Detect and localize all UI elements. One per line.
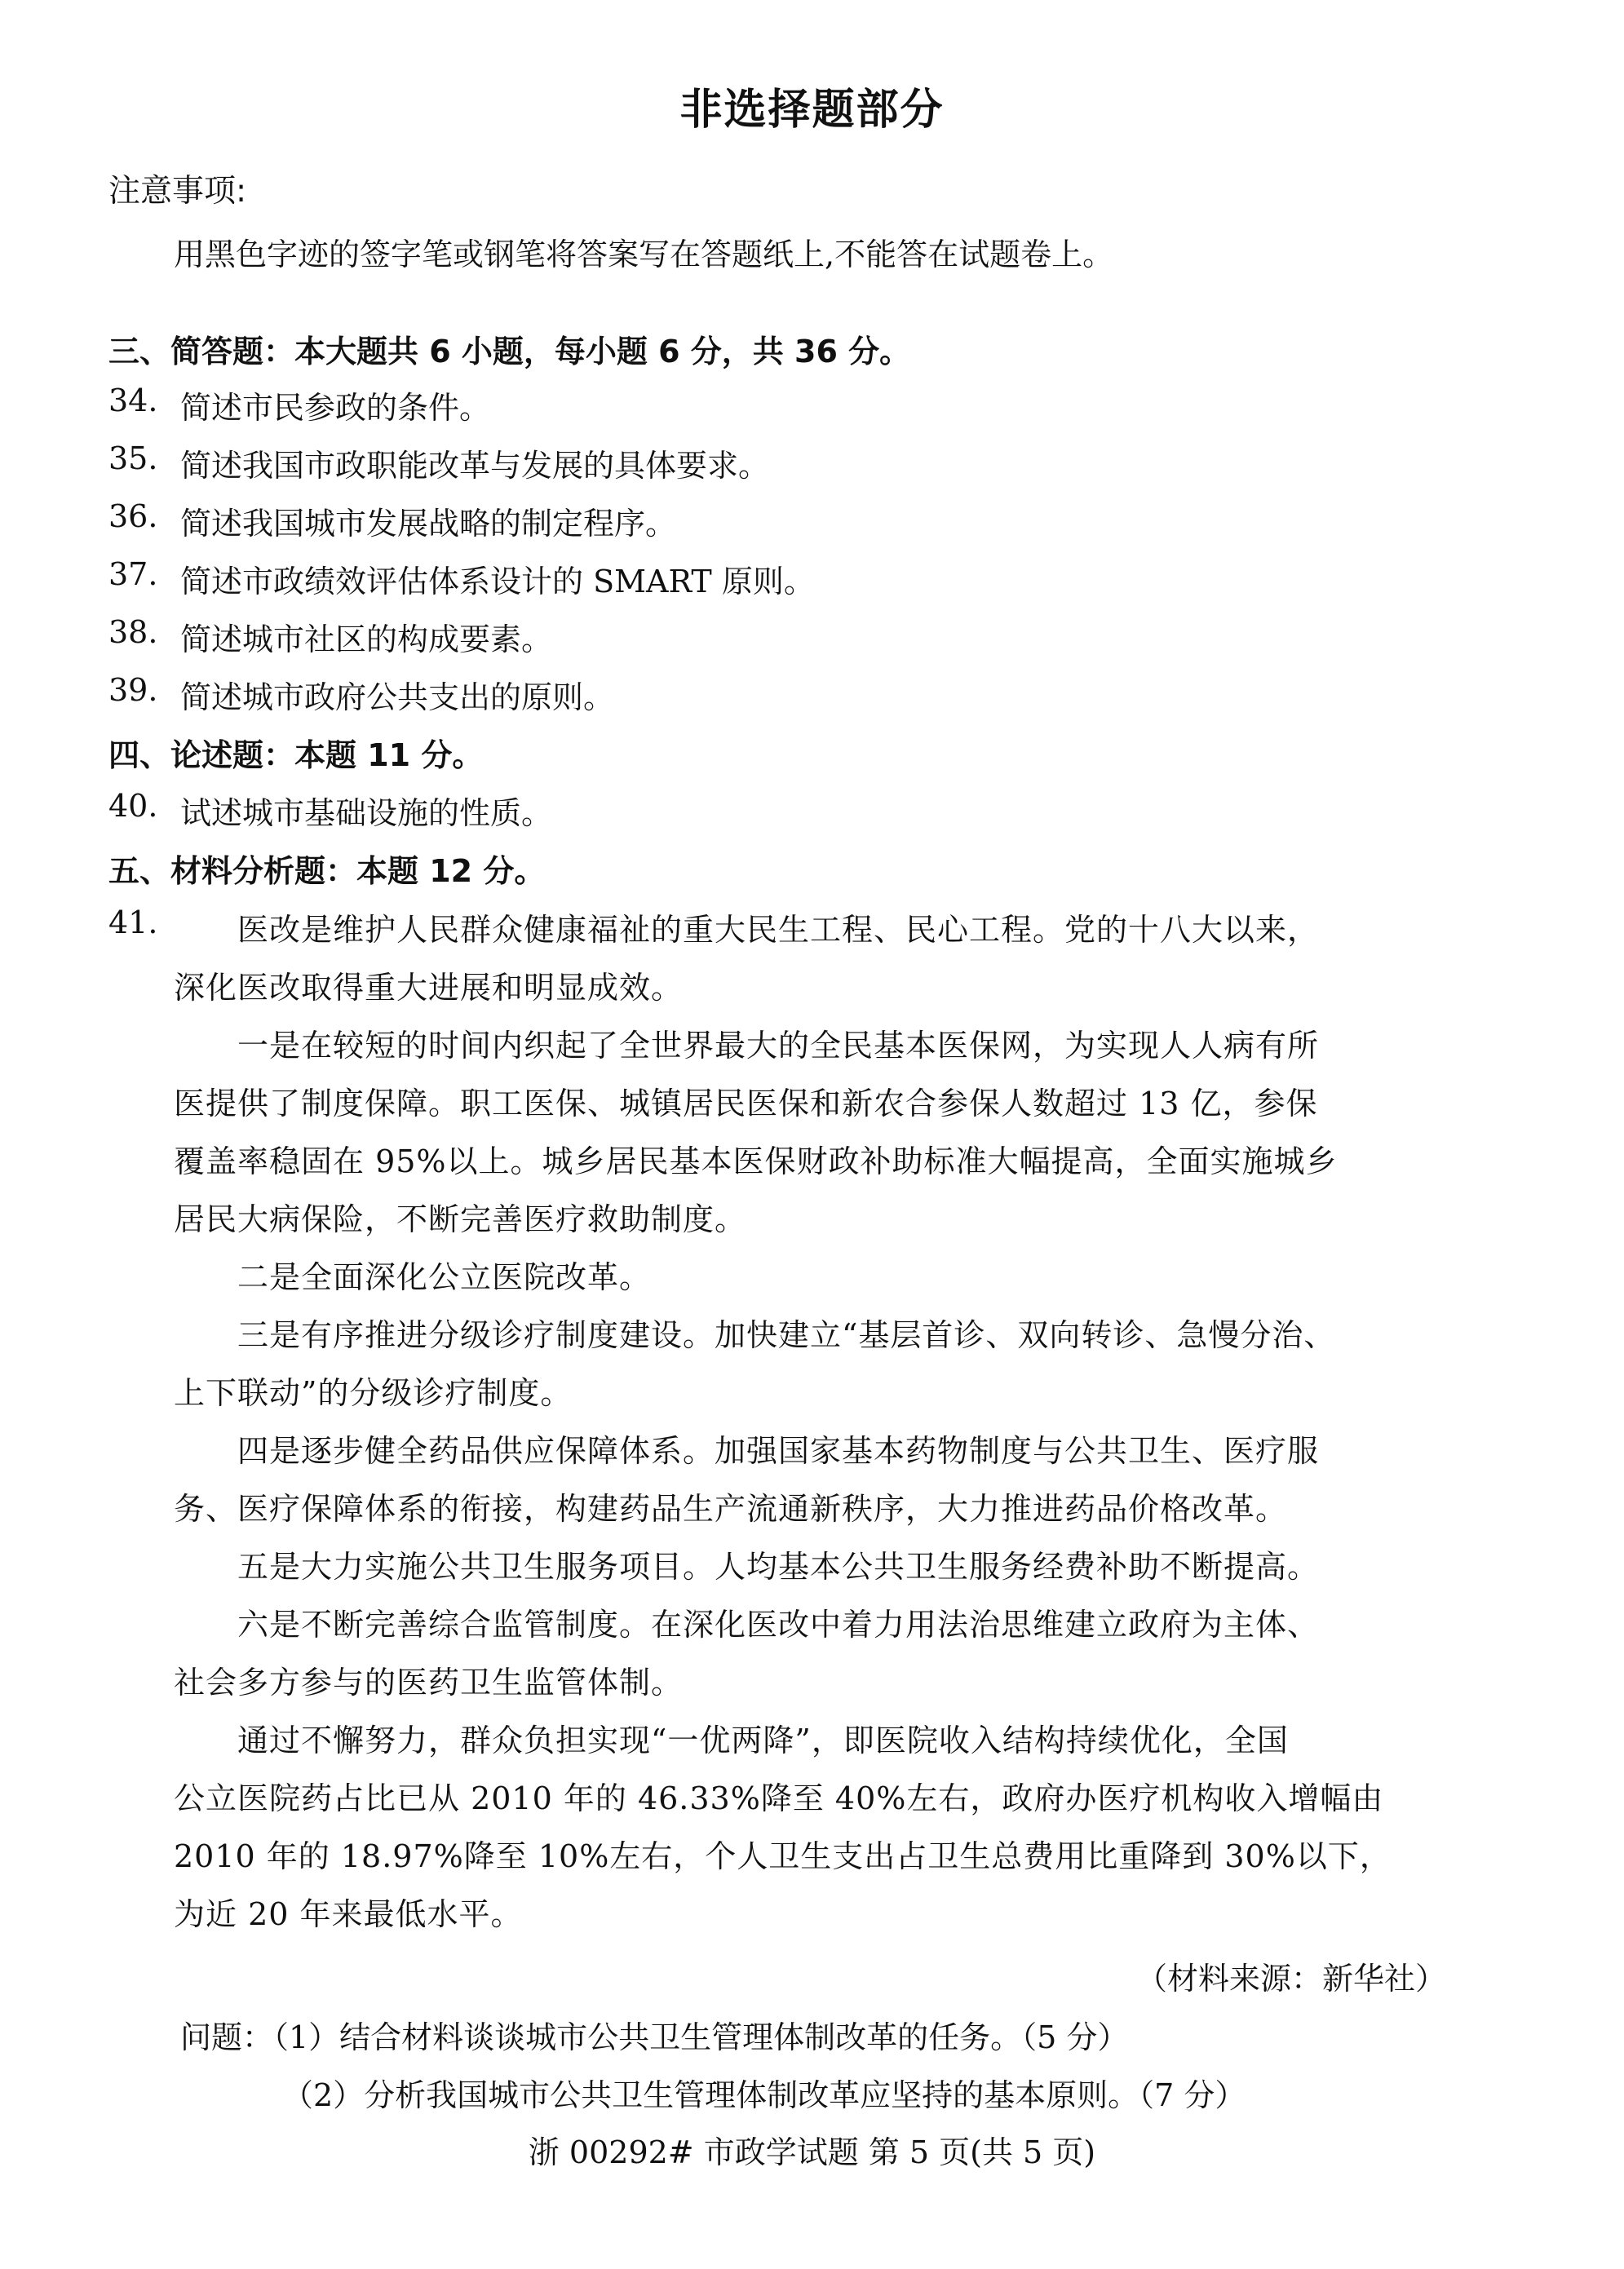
material-line: 三是有序推进分级诊疗制度建设。加快建立“基层首诊、双向转诊、急慢分治、: [237, 1317, 1336, 1353]
question-text: 简述市民参政的条件。: [180, 390, 491, 426]
material-line: 上下联动”的分级诊疗制度。: [174, 1375, 573, 1411]
question-number: 34.: [108, 383, 158, 418]
question-number: 38.: [108, 614, 158, 650]
material-line: 医提供了制度保障。职工医保、城镇居民医保和新农合参保人数超过 13 亿，参保: [174, 1086, 1318, 1121]
question-41-number: 41.: [108, 905, 158, 940]
material-line: 六是不断完善综合监管制度。在深化医改中着力用法治思维建立政府为主体、: [237, 1607, 1320, 1643]
question-number: 36.: [108, 498, 158, 534]
question-text: 简述我国市政职能改革与发展的具体要求。: [180, 448, 770, 484]
section-5-heading: 五、材料分析题：本题 12 分。: [108, 853, 546, 889]
material-line: 社会多方参与的医药卫生监管体制。: [174, 1665, 684, 1701]
material-line: 四是逐步健全药品供应保障体系。加强国家基本药物制度与公共卫生、医疗服: [237, 1433, 1320, 1469]
material-source: （材料来源：新华社）: [1135, 1961, 1446, 1997]
material-line: 通过不懈努力，群众负担实现“一优两降”，即医院收入结构持续优化，全国: [237, 1723, 1289, 1758]
question-text: 简述城市社区的构成要素。: [180, 621, 553, 657]
question-number: 40.: [108, 788, 158, 824]
material-line: 覆盖率稳固在 95%以上。城乡居民基本医保财政补助标准大幅提高，全面实施城乡: [174, 1143, 1338, 1179]
section-4-heading: 四、论述题：本题 11 分。: [108, 737, 484, 773]
page-footer: 浙 00292# 市政学试题 第 5 页(共 5 页): [528, 2134, 1096, 2170]
question-text: 简述城市政府公共支出的原则。: [180, 679, 615, 715]
question-text: 简述市政绩效评估体系设计的 SMART 原则。: [180, 564, 815, 599]
material-line: 一是在较短的时间内织起了全世界最大的全民基本医保网，为实现人人病有所: [237, 1028, 1320, 1064]
material-line: 医改是维护人民群众健康福祉的重大民生工程、民心工程。党的十八大以来，: [237, 912, 1320, 948]
question-text: 试述城市基础设施的性质。: [180, 795, 553, 831]
material-line: 居民大病保险，不断完善医疗救助制度。: [174, 1201, 747, 1237]
material-line: 为近 20 年来最低水平。: [174, 1896, 523, 1932]
notice-text: 用黑色字迹的签字笔或钢笔将答案写在答题纸上,不能答在试题卷上。: [174, 237, 1114, 272]
material-line: 公立医院药占比已从 2010 年的 46.33%降至 40%左右，政府办医疗机构收入增幅由: [174, 1780, 1384, 1816]
material-line: 务、医疗保障体系的衔接，构建药品生产流通新秩序，大力推进药品价格改革。: [174, 1491, 1288, 1527]
material-line: 二是全面深化公立医院改革。: [237, 1259, 652, 1295]
question-number: 39.: [108, 672, 158, 708]
section-3-heading: 三、简答题：本大题共 6 小题，每小题 6 分，共 36 分。: [108, 334, 911, 369]
page-title: 非选择题部分: [679, 86, 945, 135]
material-line: 2010 年的 18.97%降至 10%左右，个人卫生支出占卫生总费用比重降到 30%以下，: [174, 1838, 1392, 1874]
material-line: 深化医改取得重大进展和明显成效。: [174, 970, 684, 1006]
question-41-part-2: （2）分析我国城市公共卫生管理体制改革应坚持的基本原则。（7 分）: [282, 2077, 1246, 2113]
question-41-part-1: 问题：（1）结合材料谈谈城市公共卫生管理体制改革的任务。（5 分）: [180, 2019, 1129, 2055]
question-number: 35.: [108, 440, 158, 476]
question-number: 37.: [108, 556, 158, 592]
question-text: 简述我国城市发展战略的制定程序。: [180, 506, 677, 542]
material-line: 五是大力实施公共卫生服务项目。人均基本公共卫生服务经费补助不断提高。: [237, 1549, 1320, 1585]
notice-label: 注意事项:: [108, 173, 247, 210]
